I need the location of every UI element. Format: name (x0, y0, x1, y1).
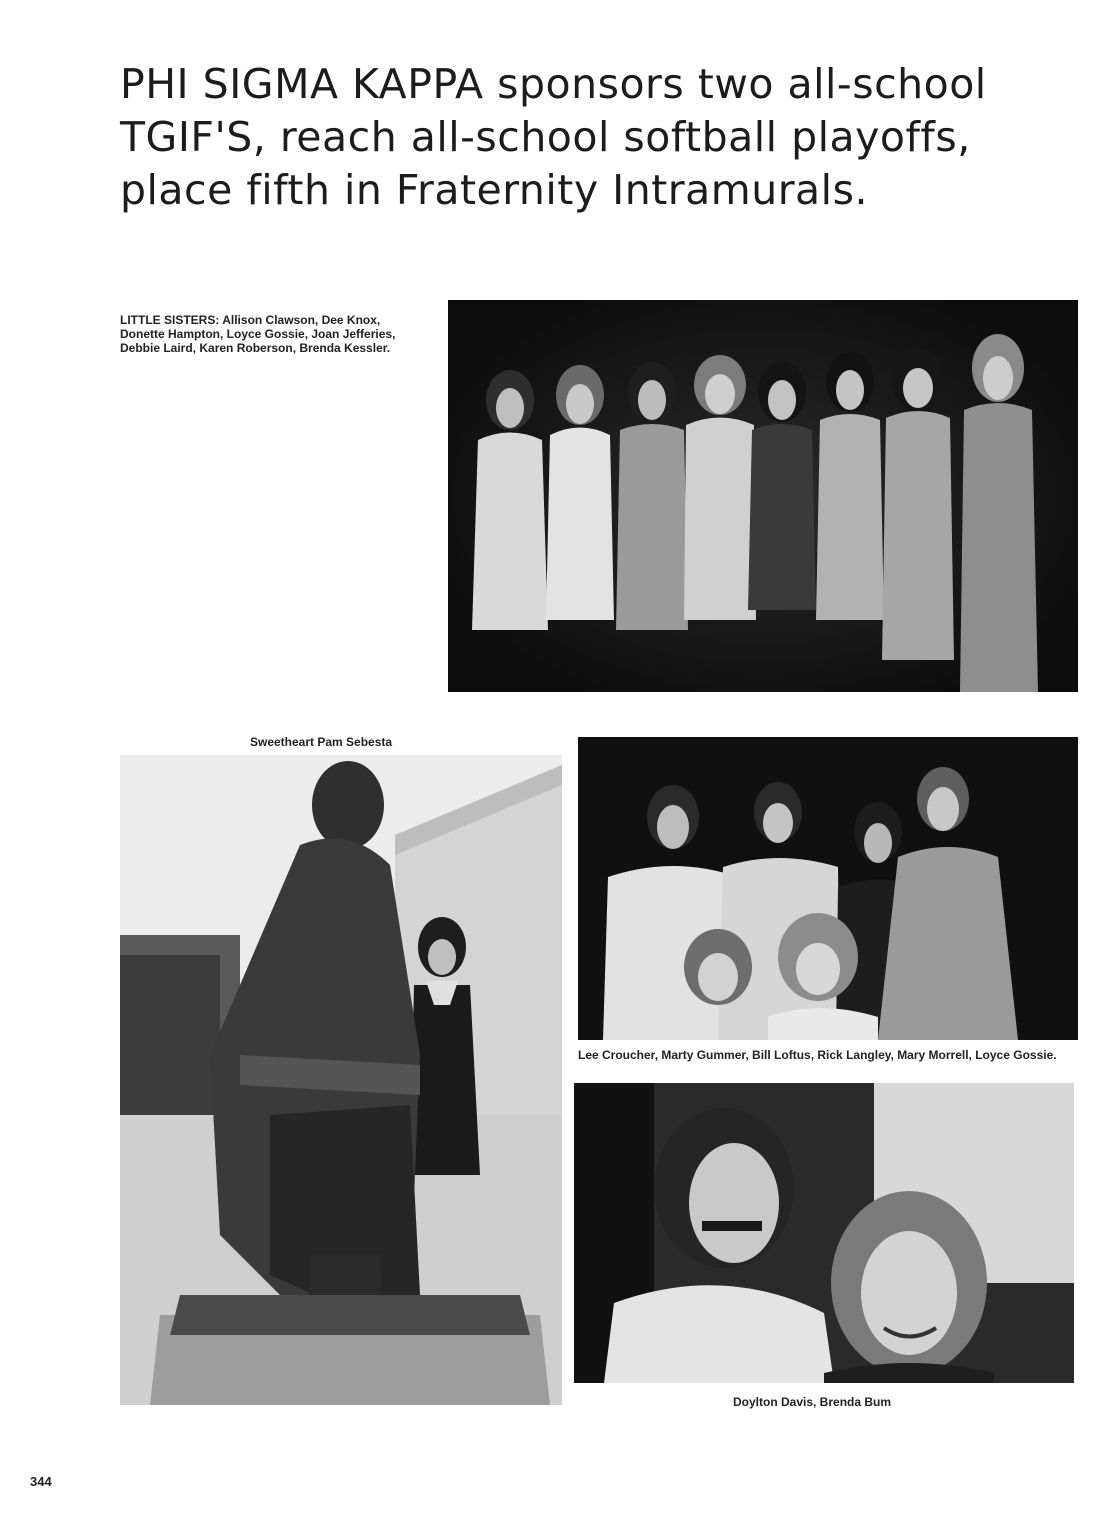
photo-sweetheart-statue (120, 755, 562, 1405)
page-number: 344 (30, 1474, 52, 1489)
photo-little-sisters (448, 300, 1078, 692)
photo-group (578, 737, 1078, 1040)
caption-group: Lee Croucher, Marty Gummer, Bill Loftus, Rick Langley, Mary Morrell, Loyce Gossie. (578, 1048, 1057, 1062)
caption-little-sisters: LITTLE SISTERS: Allison Clawson, Dee Knox, Donette Hampton, Loyce Gossie, Joan Jefferies, Debbie Laird, Karen Roberson, Brenda Kessler. (120, 313, 396, 355)
photo-couple (574, 1083, 1074, 1383)
caption-sweetheart: Sweetheart Pam Sebesta (250, 735, 393, 749)
page-headline: PHI SIGMA KAPPA sponsors two all-school TGIF'S, reach all-school softball playoffs, place fifth in Fraternity Intramurals. (120, 60, 987, 214)
caption-couple: Doylton Davis, Brenda Bum (733, 1395, 892, 1409)
